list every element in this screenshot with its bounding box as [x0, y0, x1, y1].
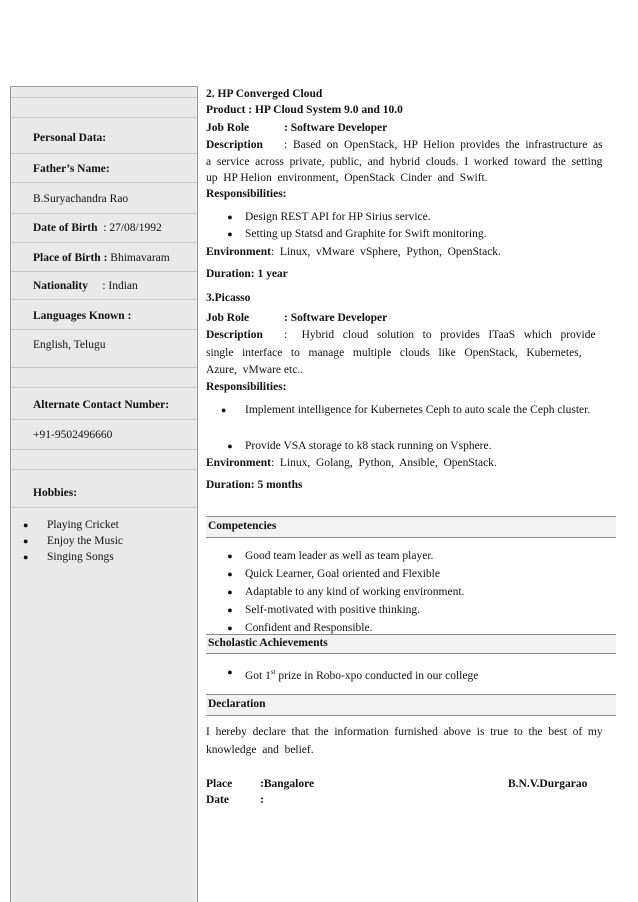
duration-label: Duration: [206, 268, 255, 280]
competencies-section-header [206, 516, 616, 538]
job-role-row [206, 310, 616, 326]
divider [11, 271, 197, 272]
divider [11, 367, 197, 368]
description-row [206, 327, 616, 343]
bullet-icon: ● [227, 229, 233, 239]
date-row [206, 792, 264, 808]
bullet-icon: ● [227, 667, 233, 677]
pob-label: Place of Birth : [33, 252, 108, 264]
bullet-icon: ● [227, 212, 233, 222]
responsibilities-heading: Responsibilities: [206, 381, 287, 393]
list-item: ● Got 1st prize in Robo-xpo conducted in our college [245, 664, 478, 684]
divider [11, 449, 197, 450]
environment-value: : Linux, vMware vSphere, Python, OpenStack. [270, 246, 501, 258]
divider [11, 117, 197, 118]
job-role-label: Job Role [206, 122, 250, 134]
personal-data-heading: Personal Data: [33, 132, 107, 144]
declaration-text: knowledge and belief. [206, 744, 314, 756]
description-line: a service across private, public, and hybrid clouds. I worked toward the setting [206, 156, 603, 168]
alt-contact-label: Alternate Contact Number: [33, 399, 170, 411]
section-title: Scholastic Achievements [208, 637, 328, 649]
personal-sidebar [10, 86, 198, 902]
bullet-icon: ● [23, 552, 29, 562]
nationality-value: : Indian [102, 280, 138, 292]
place-label: Place [206, 778, 233, 790]
duration-value: 5 months [257, 479, 303, 491]
divider [11, 387, 197, 388]
job-role-row [206, 120, 616, 136]
section-title: Declaration [208, 698, 266, 710]
divider [11, 242, 197, 243]
alt-contact-value: +91-9502496660 [33, 429, 113, 441]
environment-value: : Linux, Golang, Python, Ansible, OpenStack. [270, 457, 497, 469]
project-title: 2. HP Converged Cloud [206, 88, 323, 100]
divider [11, 419, 197, 420]
father-value: B.Suryachandra Rao [33, 193, 129, 205]
dob-label: Date of Birth [33, 222, 98, 234]
list-item: ● Good team leader as well as team player. [245, 548, 433, 564]
environment-row [206, 244, 501, 260]
date-value: : [260, 794, 264, 806]
responsibilities-heading: Responsibilities: [206, 188, 287, 200]
description-line: Azure, vMware etc.. [206, 364, 304, 376]
list-item: ● Adaptable to any kind of working environment. [245, 584, 464, 600]
environment-row [206, 455, 497, 471]
list-item: ● Confident and Responsible. [245, 620, 372, 636]
father-label: Father’s Name: [33, 163, 110, 175]
divider [11, 469, 197, 470]
nationality-label: Nationality [33, 280, 88, 292]
achievements-section-header [206, 634, 616, 654]
bullet-icon: ● [227, 623, 233, 633]
bullet-icon: ● [23, 520, 29, 530]
divider [11, 213, 197, 214]
duration-row [206, 266, 288, 282]
bullet-icon: ● [227, 551, 233, 561]
list-item: ● Quick Learner, Goal oriented and Flexible [245, 566, 440, 582]
bullet-icon: ● [227, 605, 233, 615]
project-product: Product : HP Cloud System 9.0 and 10.0 [206, 104, 403, 116]
hobbies-heading: Hobbies: [33, 487, 78, 499]
divider [11, 507, 197, 508]
bullet-icon: ● [227, 569, 233, 579]
list-item: ● Design REST API for HP Sirius service. [245, 209, 431, 225]
languages-value: English, Telugu [33, 339, 106, 351]
hobbies-list [23, 517, 123, 565]
dob-row [33, 222, 162, 234]
duration-value: 1 year [257, 268, 288, 280]
section-title: Competencies [208, 520, 277, 532]
pob-value: Bhimavaram [110, 252, 170, 264]
divider [11, 329, 197, 330]
bullet-icon: ● [23, 536, 29, 546]
divider [11, 182, 197, 183]
list-item: ● Provide VSA storage to k8 stack running on Vsphere. [245, 438, 491, 454]
description-label: Description [206, 139, 263, 151]
description-line: : Based on OpenStack, HP Helion provides the infrastructure as [284, 139, 603, 151]
description-line: : Hybrid cloud solution to provides ITaaS which provide [284, 329, 596, 341]
bullet-icon: ● [221, 405, 227, 415]
nationality-row [33, 280, 138, 292]
list-item: ● Singing Songs [23, 551, 114, 563]
list-item: ● Implement intelligence for Kubernetes Ceph to auto scale the Ceph cluster. [245, 402, 616, 419]
list-item: ● Setting up Statsd and Graphite for Swift monitoring. [245, 226, 486, 242]
divider [11, 97, 197, 98]
bullet-icon: ● [227, 587, 233, 597]
pob-row [33, 252, 170, 264]
list-item: ● Playing Cricket [23, 519, 119, 531]
list-item: ● Enjoy the Music [23, 535, 124, 547]
main-content [206, 0, 616, 902]
job-role-value: : Software Developer [284, 312, 388, 324]
environment-label: Environment [206, 457, 271, 469]
place-row [206, 776, 315, 792]
description-label: Description [206, 329, 263, 341]
project-title: 3.Picasso [206, 292, 251, 304]
duration-row [206, 477, 303, 493]
environment-label: Environment [206, 246, 271, 258]
signature-name: B.N.V.Durgarao [508, 778, 588, 790]
job-role-label: Job Role [206, 312, 250, 324]
dob-value: : 27/08/1992 [103, 222, 162, 234]
date-label: Date [206, 794, 229, 806]
declaration-section-header [206, 694, 616, 716]
declaration-text: I hereby declare that the information furnished above is true to the best of my [206, 726, 603, 738]
place-value: :Bangalore [260, 778, 315, 790]
description-row [206, 137, 616, 153]
divider [11, 153, 197, 154]
duration-label: Duration: [206, 479, 255, 491]
bullet-icon: ● [227, 441, 233, 451]
divider [11, 299, 197, 300]
job-role-value: : Software Developer [284, 122, 388, 134]
description-line: up HP Helion environment, OpenStack Cinder and Swift. [206, 172, 488, 184]
list-item: ● Self-motivated with positive thinking. [245, 602, 420, 618]
description-line: single interface to manage multiple clouds like OpenStack, Kubernetes, [206, 347, 582, 359]
languages-label: Languages Known : [33, 310, 132, 322]
